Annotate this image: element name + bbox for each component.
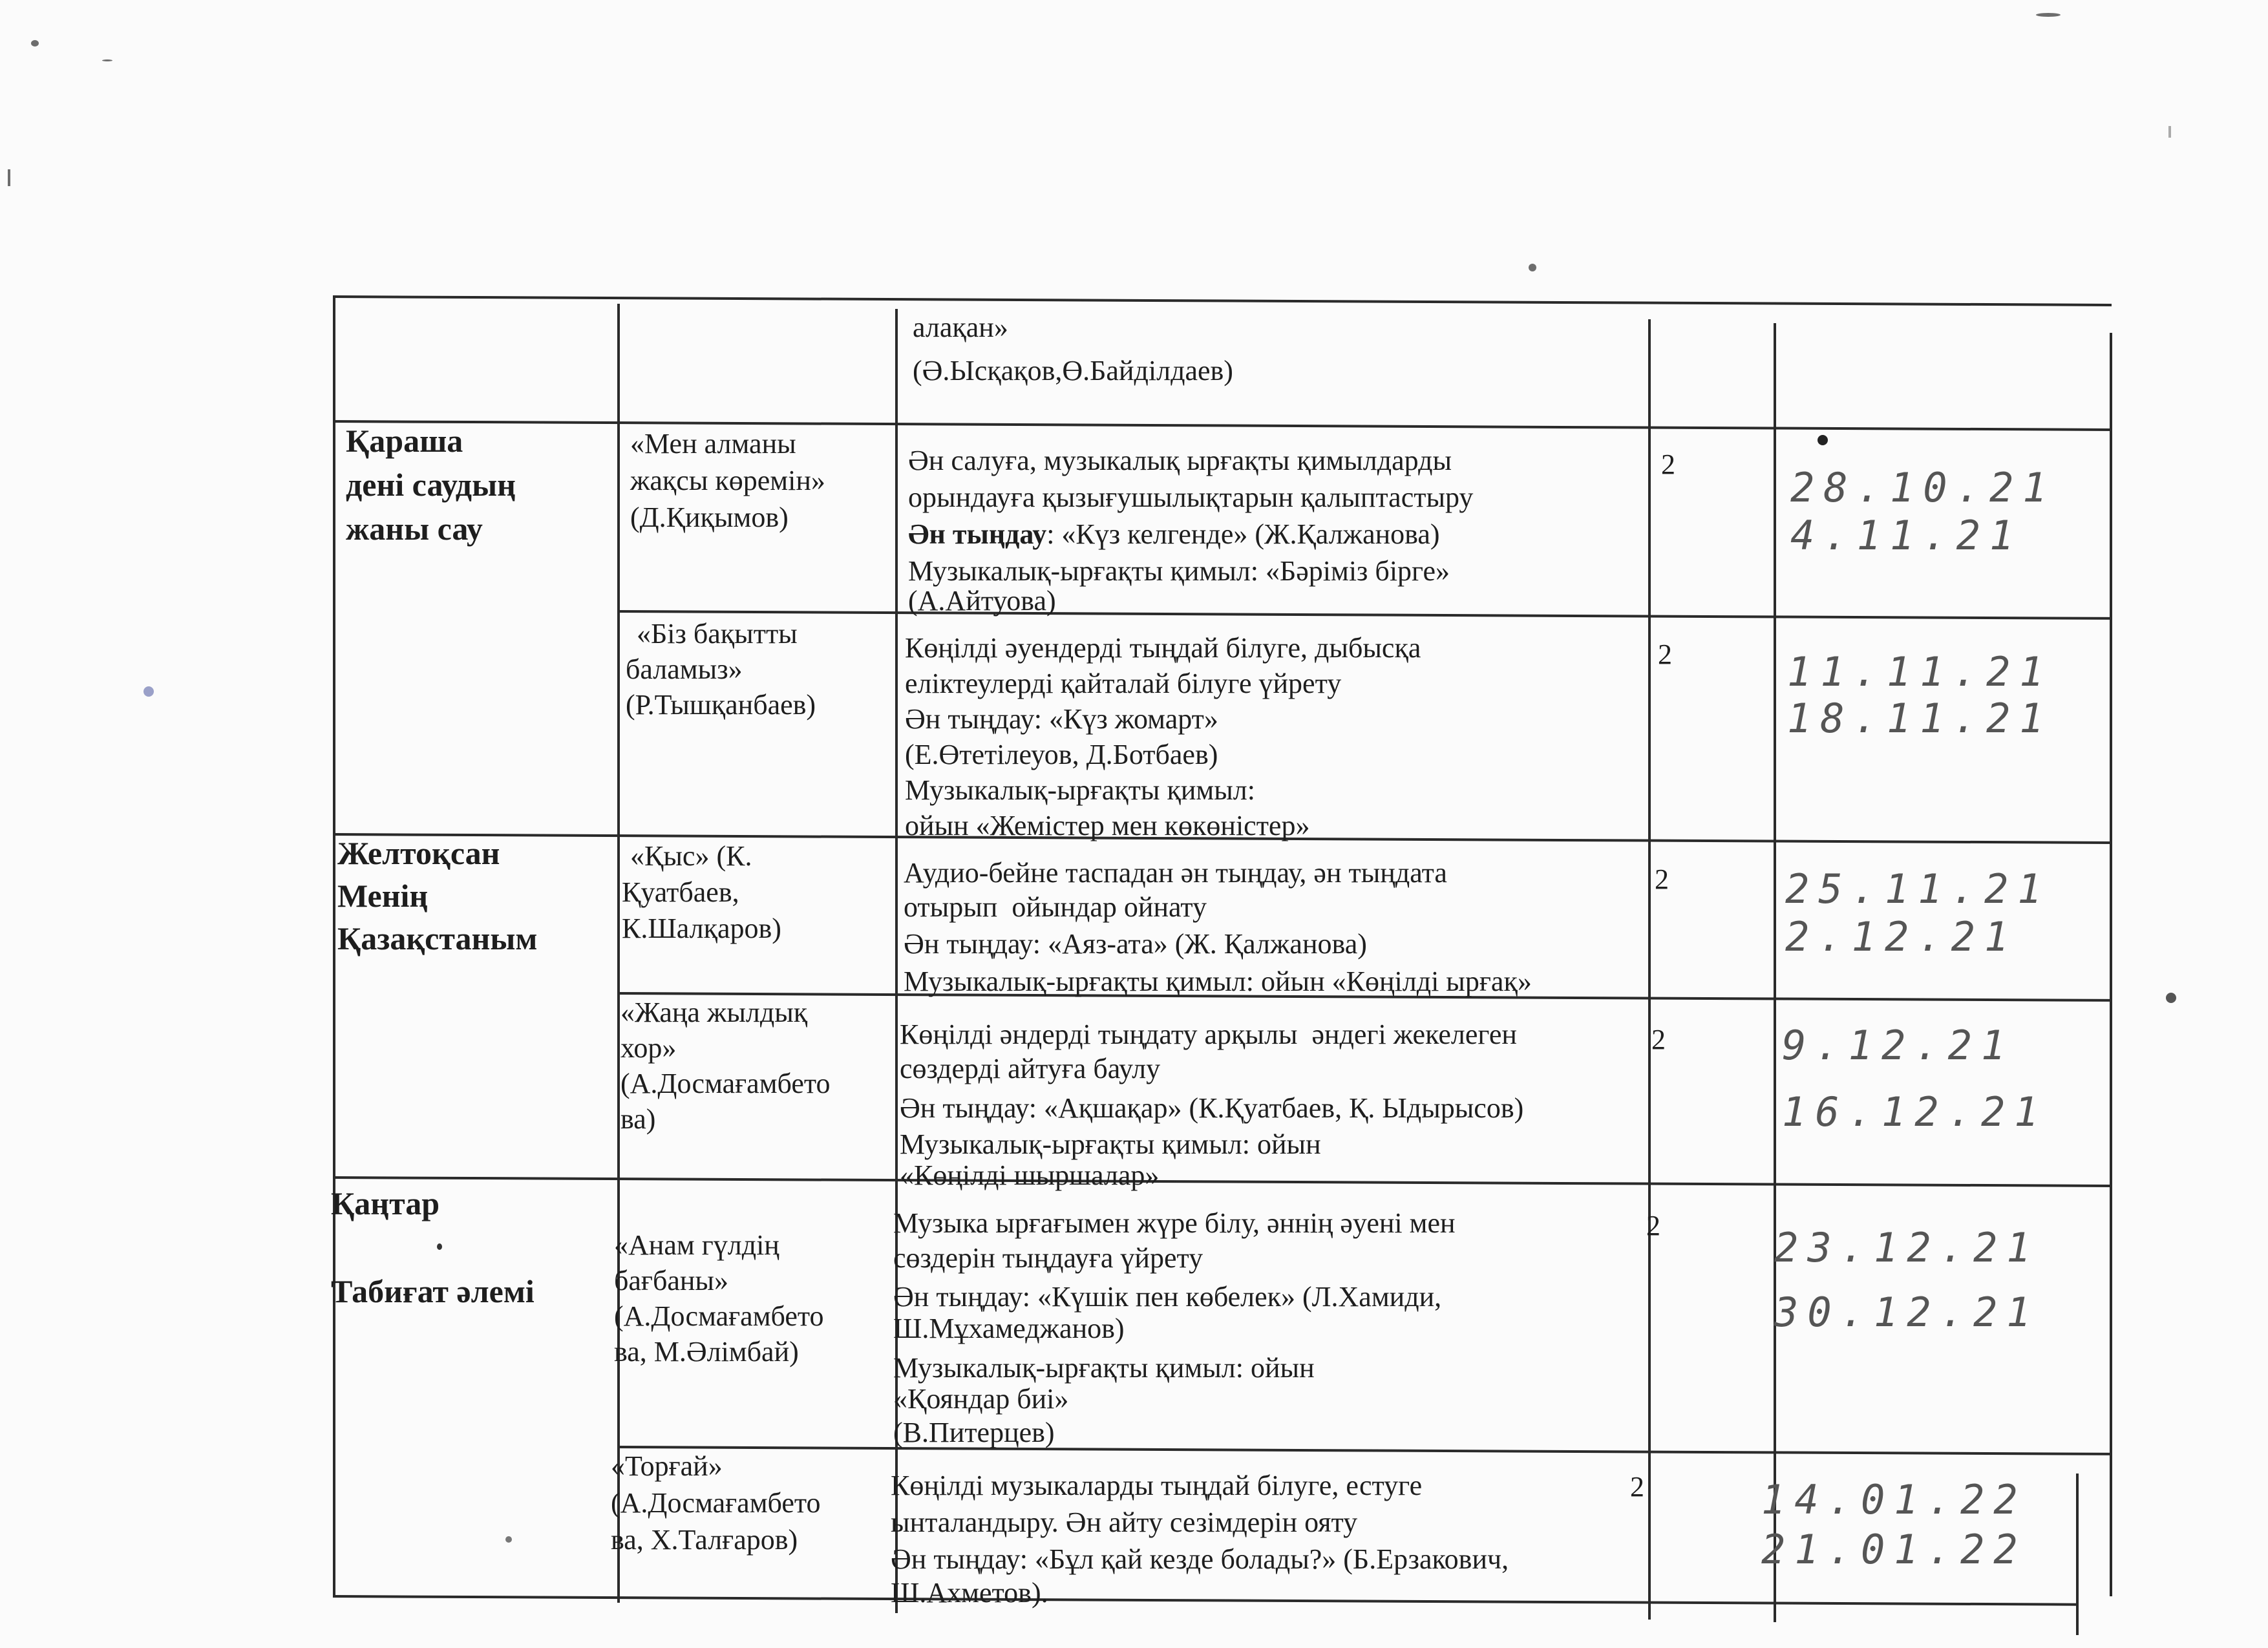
month-theme-line: Табиғат әлемі: [331, 1273, 535, 1309]
row-content-line: ойын «Жемістер мен көкөністер»: [905, 810, 1310, 841]
handwritten-date: 18.11.21: [1787, 695, 2053, 742]
table-border: [333, 295, 335, 1598]
row-content-line: Ән тыңдау: «Күшік пен көбелек» (Л.Хамиди,: [893, 1281, 1442, 1313]
column-divider: [1774, 323, 1776, 1622]
row-divider: [333, 1176, 2112, 1187]
song-title-line: хор»: [620, 1032, 677, 1064]
row-content-line: «Қояндар биі»: [893, 1383, 1069, 1415]
row-content-line: Ән тыңдау: «Ақшақар» (К.Қуатбаев, Қ. Ыдырысов): [900, 1092, 1524, 1124]
hours-value: 2: [1651, 1024, 1666, 1055]
row-content-line: Ән салуға, музыкалық ырғақты қимылдарды: [908, 445, 1452, 476]
row-content-line: отырып ойындар ойнату: [904, 891, 1207, 923]
song-title-line: К.Шалқаров): [622, 913, 781, 944]
scan-speck: [31, 40, 39, 47]
song-title-line: ва, М.Әлімбай): [614, 1336, 799, 1368]
song-title-line: ва, Х.Талғаров): [611, 1524, 798, 1556]
handwritten-date: 14.01.22: [1761, 1476, 2027, 1523]
handwritten-date: 28.10.21: [1790, 464, 2056, 511]
month-theme-line: дені саудың: [346, 467, 516, 503]
row-content-line: Көңілді әуендерді тыңдай білуге, дыбысқа: [905, 632, 1421, 664]
song-title-line: «Торғай»: [611, 1450, 723, 1482]
row-content-line: сөздерін тыңдауға үйрету: [893, 1242, 1203, 1274]
row-content-line: Музыкалық-ырғақты қимыл: ойын: [893, 1352, 1315, 1384]
song-title-line: «Жаңа жылдық: [620, 997, 808, 1028]
row-content-line: Ш.Ахметов).: [891, 1577, 1048, 1609]
handwritten-date: 30.12.21: [1774, 1289, 2040, 1336]
row-content-line: Ән тыңдау: «Бұл қай кезде болады?» (Б.Ерзакович,: [891, 1543, 1509, 1575]
scan-speck: [1818, 435, 1828, 445]
month-theme-line: Қазақстаным: [337, 920, 538, 956]
column-divider: [617, 304, 620, 1603]
month-theme-line: Қараша: [346, 423, 463, 459]
song-title-line: (А.Досмағамбето: [620, 1068, 831, 1099]
song-title-line: «Қыс» (К.: [630, 840, 752, 872]
month-theme-line: Менің: [337, 878, 429, 914]
song-title-line: «Анам гүлдің: [614, 1229, 779, 1261]
row-content-line: алақан»: [913, 312, 1008, 343]
table-border: [2076, 1474, 2079, 1635]
row-content-line: ынталандыру. Ән айту сезімдерін ояту: [891, 1506, 1358, 1538]
scan-speck: [143, 686, 154, 697]
row-content-line: Ән тыңдау: «Аяз-ата» (Ж. Қалжанова): [904, 928, 1367, 960]
handwritten-date: 11.11.21: [1787, 648, 2053, 695]
row-content-line: Көңілді әндерді тыңдату арқылы әндегі жекелеген: [900, 1019, 1517, 1050]
song-title-line: (Д.Қиқымов): [630, 502, 789, 533]
table-border: [333, 295, 2112, 306]
scan-speck: [505, 1536, 512, 1543]
month-theme-line: Желтоқсан: [337, 835, 500, 871]
handwritten-date: 4.11.21: [1790, 512, 2023, 559]
song-title-line: (Р.Тышқанбаев): [626, 689, 816, 721]
hours-value: 2: [1646, 1210, 1660, 1241]
song-title-line: «Біз бақытты: [637, 618, 798, 650]
row-content-line: Ән тыңдау: «Күз жомарт»: [905, 703, 1218, 735]
row-content-line: (Е.Өтетілеуов, Д.Ботбаев): [905, 739, 1218, 770]
song-title-line: баламыз»: [626, 653, 743, 685]
listen-label: Ән тыңдау: [908, 518, 1047, 550]
row-divider: [617, 610, 2112, 620]
row-content-line: Музыкалық-ырғақты қимыл: «Бәріміз бірге»: [908, 555, 1450, 587]
hours-value: 2: [1655, 863, 1669, 895]
song-title-line: ва): [620, 1103, 656, 1135]
row-content-line: Аудио-бейне таспадан ән тыңдау, ән тыңдата: [904, 857, 1447, 889]
row-content-line: Музыкалық-ырғақты қимыл: ойын «Көңілді ырғақ»: [904, 966, 1532, 997]
handwritten-date: 21.01.22: [1761, 1526, 2027, 1573]
scan-speck: [102, 59, 112, 61]
row-content-line: Ш.Мұхамеджанов): [893, 1313, 1125, 1344]
row-content-line: «Көңілді шыршалар»: [900, 1159, 1160, 1191]
row-divider: [333, 420, 2112, 431]
scan-speck: [2166, 993, 2176, 1003]
row-content-line: еліктеулерді қайталай білуге үйрету: [905, 668, 1342, 699]
row-divider: [617, 1446, 2112, 1455]
song-title-line: «Мен алманы: [630, 428, 796, 460]
scan-speck: [2036, 13, 2061, 17]
table-border: [333, 1595, 2078, 1606]
hours-value: 2: [1630, 1471, 1644, 1503]
handwritten-date: 23.12.21: [1774, 1224, 2040, 1271]
row-content-line: орындауға қызығушылықтарын қалыптастыру: [908, 481, 1474, 513]
table-border: [2110, 333, 2112, 1596]
hours-value: 2: [1658, 639, 1672, 670]
row-content-line: Ән тыңдау: «Күз келгенде» (Ж.Қалжанова): [908, 518, 1440, 550]
scan-speck: [437, 1243, 442, 1250]
column-divider: [1648, 319, 1651, 1620]
row-content-line: сөздерді айтуға баулу: [900, 1053, 1161, 1084]
row-content-line: (А.Айтуова): [908, 585, 1056, 617]
row-content-line: (В.Питерцев): [893, 1417, 1055, 1448]
handwritten-date: 16.12.21: [1782, 1088, 2048, 1136]
song-title-line: бағбаны»: [614, 1265, 728, 1296]
song-title-line: (А.Досмағамбето: [614, 1300, 824, 1332]
row-content-line: Музыкалық-ырғақты қимыл:: [905, 774, 1255, 806]
row-content-line: Көңілді музыкаларды тыңдай білуге, естуге: [891, 1470, 1423, 1501]
song-title-line: (А.Досмағамбето: [611, 1487, 821, 1519]
song-title-line: жақсы көремін»: [630, 465, 825, 496]
handwritten-date: 9.12.21: [1782, 1022, 2015, 1069]
month-theme-line: Қаңтар: [331, 1185, 440, 1221]
scan-speck: [8, 169, 10, 186]
handwritten-date: 2.12.21: [1785, 913, 2018, 960]
row-content-line: Музыка ырғағымен жүре білу, әннің әуені мен: [893, 1207, 1456, 1239]
month-theme-line: жаны сау: [346, 511, 483, 547]
handwritten-date: 25.11.21: [1785, 865, 2051, 913]
row-content-line: (Ә.Ысқақов,Ө.Байділдаев): [913, 355, 1233, 386]
scan-speck: [1529, 264, 1536, 271]
hours-value: 2: [1661, 449, 1675, 480]
song-title-line: Қуатбаев,: [622, 876, 739, 908]
row-content-line: Музыкалық-ырғақты қимыл: ойын: [900, 1128, 1321, 1160]
scan-speck: [2168, 126, 2171, 138]
